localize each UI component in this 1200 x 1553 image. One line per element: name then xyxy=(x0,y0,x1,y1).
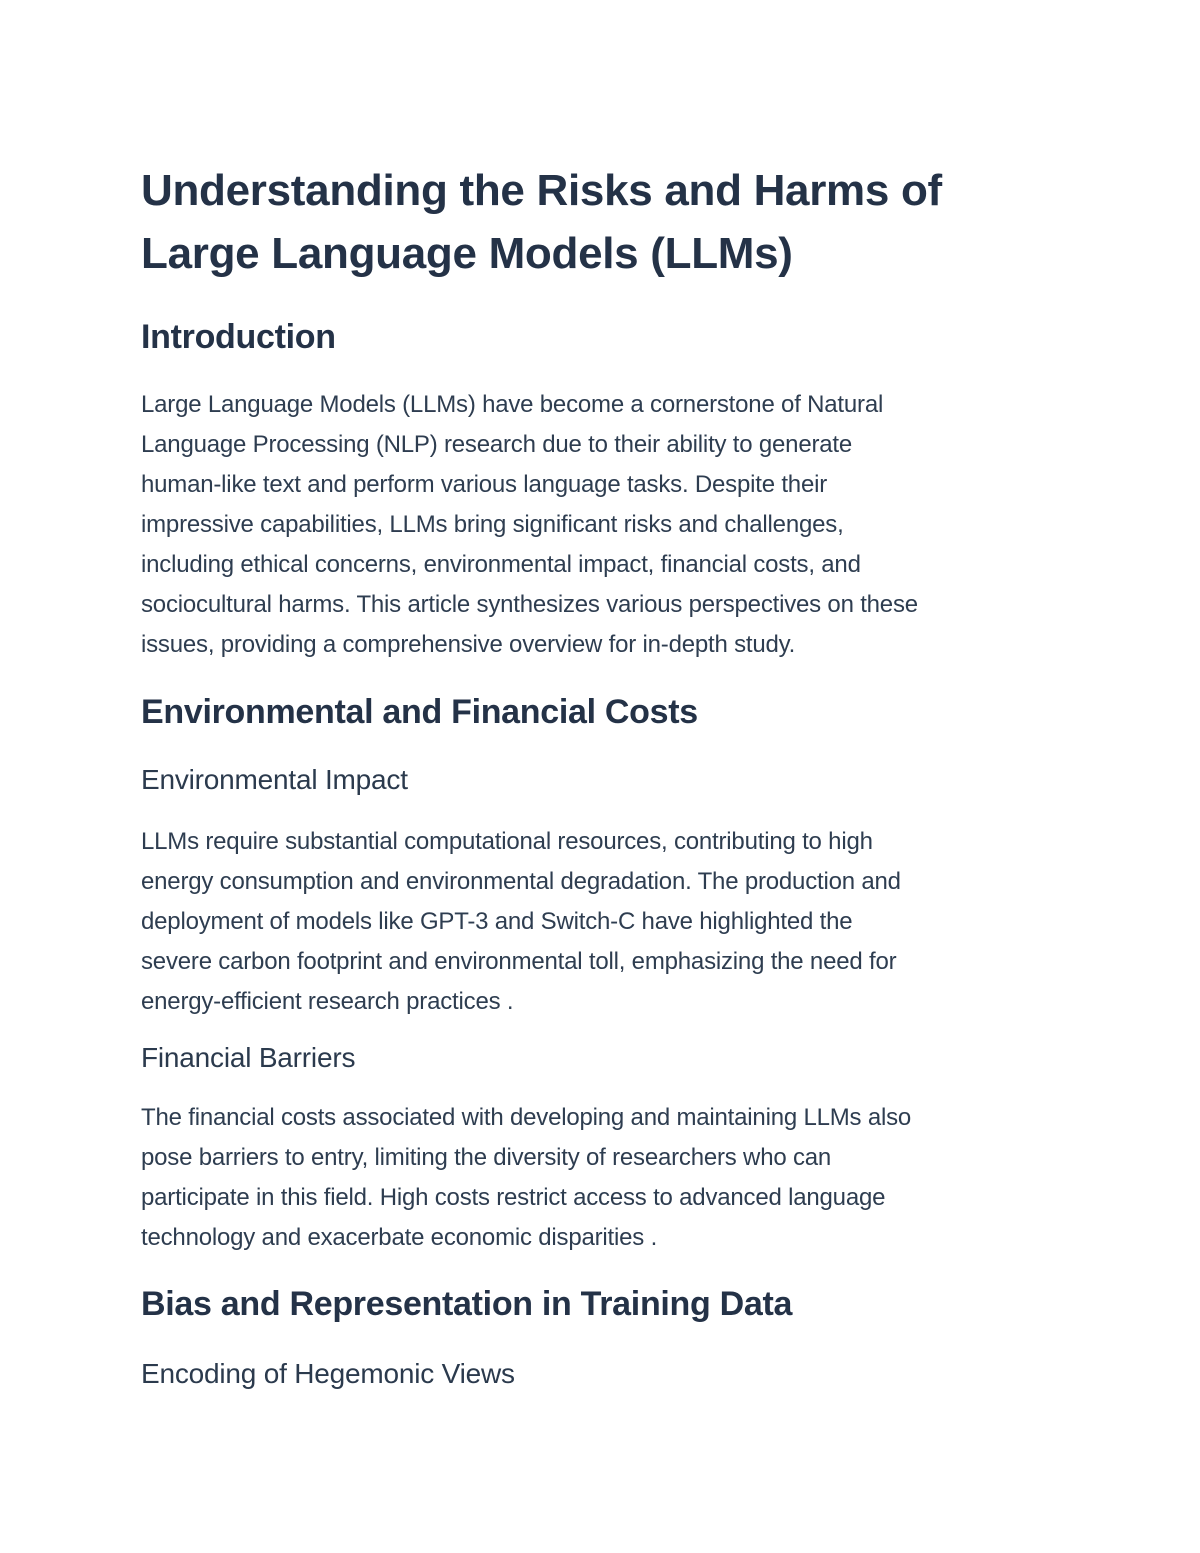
section-heading-introduction: Introduction xyxy=(141,318,336,356)
financial-paragraph-line: technology and exacerbate economic disparities . xyxy=(141,1224,658,1251)
subheading-environmental-impact: Environmental Impact xyxy=(141,764,408,795)
financial-paragraph-line: participate in this field. High costs restrict access to advanced language xyxy=(141,1184,886,1211)
environmental-paragraph-line: deployment of models like GPT-3 and Switch-C have highlighted the xyxy=(141,908,853,935)
environmental-paragraph-line: energy consumption and environmental degradation. The production and xyxy=(141,868,901,895)
financial-paragraph-line: pose barriers to entry, limiting the diversity of researchers who can xyxy=(141,1144,832,1171)
subheading-hegemonic-views: Encoding of Hegemonic Views xyxy=(141,1358,515,1389)
section-heading-bias-representation: Bias and Representation in Training Data xyxy=(141,1285,793,1323)
intro-paragraph-line: human-like text and perform various language tasks. Despite their xyxy=(141,471,828,498)
intro-paragraph-line: including ethical concerns, environmental impact, financial costs, and xyxy=(141,551,861,578)
intro-paragraph-line: sociocultural harms. This article synthesizes various perspectives on these xyxy=(141,591,918,618)
financial-paragraph-line: The financial costs associated with developing and maintaining LLMs also xyxy=(141,1104,912,1131)
environmental-paragraph-line: severe carbon footprint and environmental toll, emphasizing the need for xyxy=(141,948,897,975)
document-title-line-2: Large Language Models (LLMs) xyxy=(141,229,793,278)
section-heading-environmental-financial: Environmental and Financial Costs xyxy=(141,693,698,731)
intro-paragraph-line: impressive capabilities, LLMs bring significant risks and challenges, xyxy=(141,511,844,538)
intro-paragraph-line: Language Processing (NLP) research due to their ability to generate xyxy=(141,431,853,458)
document-title-line-1: Understanding the Risks and Harms of xyxy=(141,166,942,215)
subheading-financial-barriers: Financial Barriers xyxy=(141,1042,356,1073)
environmental-paragraph-line: energy-efficient research practices . xyxy=(141,988,514,1015)
intro-paragraph-line: issues, providing a comprehensive overview for in-depth study. xyxy=(141,631,796,658)
environmental-paragraph-line: LLMs require substantial computational resources, contributing to high xyxy=(141,828,873,855)
intro-paragraph-line: Large Language Models (LLMs) have become a cornerstone of Natural xyxy=(141,391,884,418)
